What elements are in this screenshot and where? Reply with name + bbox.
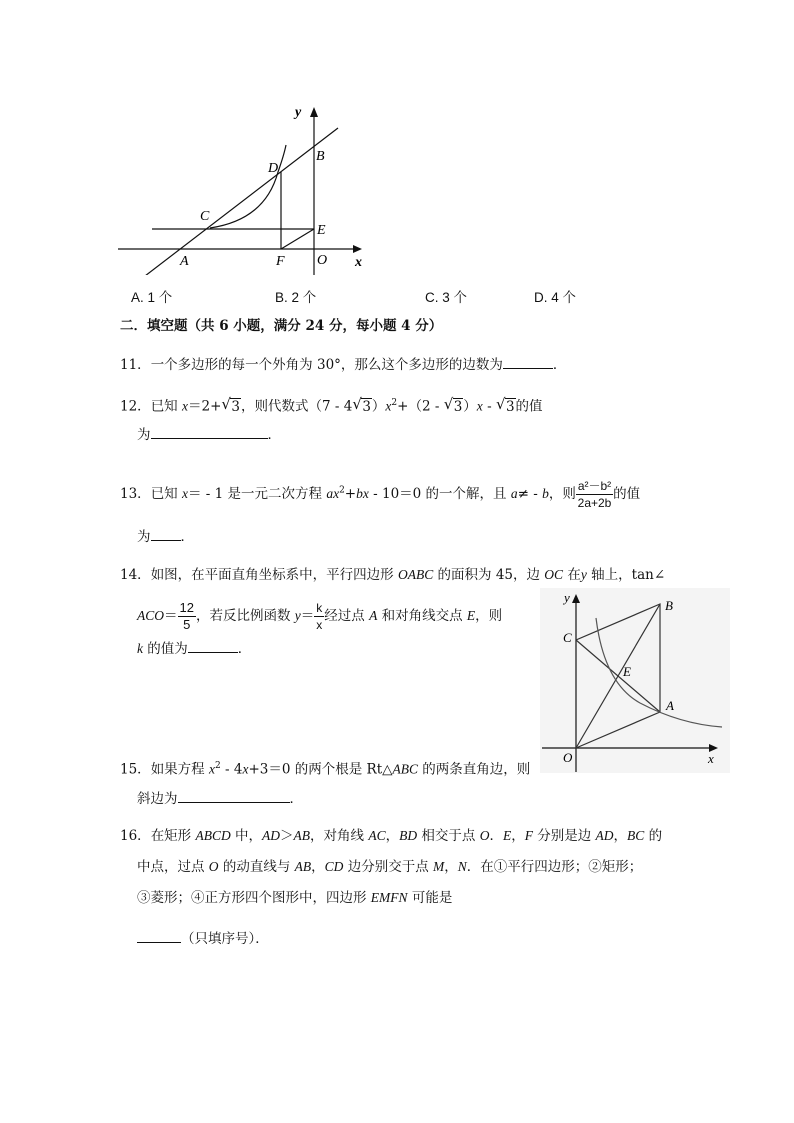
question-14-line2 bbox=[137, 600, 502, 633]
q13-x: x bbox=[181, 486, 188, 501]
label-b: B bbox=[665, 598, 673, 613]
sqrt-3: √ 3 bbox=[443, 394, 463, 415]
q12-x2: x bbox=[385, 398, 392, 414]
q16-t3: ＞ bbox=[280, 828, 294, 844]
label-e: E bbox=[623, 664, 631, 679]
q16-n: N bbox=[457, 859, 467, 874]
sqrt-3: √ 3 bbox=[221, 394, 240, 415]
q12-number: 12． bbox=[120, 398, 151, 415]
q16-ab2: AB bbox=[294, 859, 312, 874]
question-16 bbox=[120, 826, 662, 846]
q14-y2: y bbox=[294, 608, 301, 623]
q13-t2: ＝ - 1 是一元二次方程 bbox=[187, 486, 327, 502]
q16-ad: AD bbox=[262, 828, 281, 843]
q14-a: A bbox=[369, 608, 378, 623]
q16-l3b: 可能是 bbox=[407, 890, 453, 906]
q13-t7: 的值 bbox=[613, 486, 641, 502]
q16-l2e: ， bbox=[444, 859, 458, 875]
q11-number: 11． bbox=[120, 357, 151, 373]
q16-abcd: ABCD bbox=[195, 828, 231, 843]
q12-t1: 已知 bbox=[150, 398, 182, 415]
q15-t1: 如果方程 bbox=[150, 761, 209, 778]
curve bbox=[210, 145, 286, 228]
q13-t3: + bbox=[344, 486, 357, 502]
q12-t3: ，则代数式（7 - 4 bbox=[240, 398, 353, 415]
label-a: A bbox=[180, 254, 189, 269]
q14-end: ． bbox=[237, 641, 252, 657]
q15-x2: x bbox=[242, 761, 249, 777]
q14-oabc: OABC bbox=[397, 567, 434, 582]
q16-l2b: 的动直线与 bbox=[218, 859, 295, 875]
question-12 bbox=[120, 393, 543, 417]
label-y: y bbox=[295, 105, 302, 120]
q16-o: O bbox=[479, 828, 490, 843]
q12-x: x bbox=[181, 398, 188, 414]
q16-t10: ， bbox=[613, 828, 628, 844]
question-11 bbox=[120, 354, 566, 375]
q13-bx: bx bbox=[356, 486, 369, 501]
q13-b: b bbox=[542, 486, 549, 501]
q16-t4: ，对角线 bbox=[310, 828, 369, 844]
question-16-line4 bbox=[137, 928, 269, 949]
label-o: O bbox=[317, 253, 328, 268]
q13-t4: - 10＝0 的一个解，且 bbox=[368, 486, 511, 502]
q14-t7: ＝ bbox=[300, 608, 315, 624]
q14-t6: ，若反比例函数 bbox=[195, 608, 295, 624]
q14-y: y bbox=[580, 567, 587, 582]
q16-l2f: ．在①平行四边形；②矩形； bbox=[466, 859, 643, 875]
q12-t7: - bbox=[482, 398, 496, 415]
q11-text: 一个多边形的每一个外角为 30°，那么这个多边形的边数为 bbox=[150, 357, 503, 373]
q14-fraction-tan: $\frac{12}{5}$ bbox=[179, 600, 194, 632]
q16-o2: O bbox=[208, 859, 219, 874]
q16-answer-blank[interactable] bbox=[137, 928, 181, 943]
section-title: 二．填空题（共 6 小题，满分 24 分，每小题 4 分） bbox=[120, 318, 443, 334]
label-y: y bbox=[564, 590, 570, 605]
q14-number: 14． bbox=[120, 567, 151, 583]
x-axis-arrow bbox=[353, 245, 362, 253]
q14-k: k bbox=[137, 641, 143, 656]
q14-t5: ＝ bbox=[164, 608, 178, 624]
q13-a: a bbox=[510, 486, 518, 501]
label-c: C bbox=[563, 630, 572, 645]
q16-bd: BD bbox=[399, 828, 418, 843]
q15-t4: 的两条直角边，则 bbox=[418, 761, 531, 778]
q12-t8: 的值 bbox=[515, 398, 543, 415]
q16-l2a: 中点，过点 bbox=[137, 859, 209, 875]
q13-ax: ax bbox=[326, 486, 340, 501]
q15-sup: 2 bbox=[214, 761, 221, 771]
sqrt-3: √ 3 bbox=[352, 394, 371, 415]
q13-t1: 已知 bbox=[150, 486, 182, 502]
label-e: E bbox=[317, 223, 326, 238]
sqrt-3: √ 3 bbox=[495, 394, 515, 415]
q16-t8: ， bbox=[511, 828, 525, 844]
question-15-line2 bbox=[137, 788, 303, 809]
q16-ac: AC bbox=[368, 828, 386, 843]
line-ab bbox=[145, 128, 338, 275]
q14-t10: ，则 bbox=[475, 608, 503, 624]
q16-t6: 相交于点 bbox=[417, 828, 480, 844]
q13-answer-blank[interactable] bbox=[151, 526, 181, 541]
q15-line2: 斜边为 bbox=[137, 791, 178, 807]
q12-t6: ） bbox=[463, 398, 477, 415]
label-c: C bbox=[200, 209, 210, 224]
q14-t9: 和对角线交点 bbox=[377, 608, 467, 624]
q12-end: ． bbox=[267, 427, 281, 443]
q16-l2d: 边分别交于点 bbox=[343, 859, 433, 875]
label-o: O bbox=[563, 750, 573, 765]
option-c[interactable]: C. 3 个 bbox=[425, 290, 468, 305]
q16-cd: CD bbox=[324, 859, 344, 874]
q12-answer-blank[interactable] bbox=[151, 424, 268, 439]
option-d[interactable]: D. 4 个 bbox=[534, 290, 577, 305]
label-f: F bbox=[276, 254, 285, 269]
q15-answer-blank[interactable] bbox=[178, 788, 290, 803]
q16-t9: 分别是边 bbox=[532, 828, 596, 844]
q16-e: E bbox=[502, 828, 512, 843]
q16-l4: （只填序号）． bbox=[181, 931, 269, 947]
question-16-line2 bbox=[137, 857, 642, 877]
q14-t11: 的值为 bbox=[143, 641, 188, 657]
q12-t4: ） bbox=[371, 398, 386, 415]
q16-f: F bbox=[524, 828, 533, 843]
q15-number: 15． bbox=[120, 761, 151, 778]
question-14 bbox=[120, 565, 665, 585]
label-b: B bbox=[316, 149, 325, 164]
question-13 bbox=[120, 478, 640, 511]
q13-number: 13． bbox=[120, 486, 151, 502]
label-x: x bbox=[355, 255, 362, 270]
q16-ad2: AD bbox=[595, 828, 614, 843]
q13-t5: ≠ - bbox=[517, 486, 543, 502]
q16-m: M bbox=[433, 859, 445, 874]
q12-x3: x bbox=[476, 398, 483, 414]
option-b[interactable]: B. 2 个 bbox=[275, 290, 317, 305]
q12-line2: 为 bbox=[137, 427, 151, 443]
q14-e: E bbox=[466, 608, 476, 623]
q16-ab: AB bbox=[293, 828, 311, 843]
q13-sup: 2 bbox=[339, 485, 345, 496]
q14-t4: 轴上，tan∠ bbox=[586, 567, 666, 583]
question-14-line3 bbox=[137, 638, 251, 659]
q13-end: ． bbox=[180, 529, 194, 545]
q16-t5: ， bbox=[385, 828, 400, 844]
y-axis-arrow bbox=[310, 107, 318, 117]
q16-l2c: ， bbox=[311, 859, 325, 875]
q11-answer-blank[interactable] bbox=[503, 354, 553, 369]
q16-number: 16． bbox=[120, 828, 151, 844]
q12-t2: ＝2+ bbox=[187, 398, 222, 415]
q16-l3a: ③菱形；④正方形四个图形中，四边形 bbox=[137, 890, 371, 906]
q16-t2: 中， bbox=[230, 828, 263, 844]
q15-t2: - 4 bbox=[220, 761, 243, 778]
q16-emfn: EMFN bbox=[370, 890, 408, 905]
q15-abc: ABC bbox=[392, 761, 418, 777]
q14-t2: 的面积为 45，边 bbox=[433, 567, 545, 583]
option-a[interactable]: A. 1 个 bbox=[131, 290, 173, 305]
figure-q14 bbox=[540, 588, 730, 773]
q14-oc: OC bbox=[544, 567, 564, 582]
label-d: D bbox=[268, 161, 279, 176]
q14-answer-blank[interactable] bbox=[188, 638, 238, 653]
q15-t3: +3＝0 的两个根是 Rt△ bbox=[248, 761, 393, 778]
question-16-line3 bbox=[137, 888, 452, 908]
segment-fe bbox=[281, 229, 314, 249]
label-a: A bbox=[666, 698, 674, 713]
q13-line2: 为 bbox=[137, 529, 151, 545]
question-12-line2 bbox=[137, 424, 281, 445]
label-x: x bbox=[708, 751, 714, 766]
q13-t6: ，则 bbox=[548, 486, 576, 502]
q13-fraction: $\frac{\text{a²－b²}}{2a+2b}$ bbox=[577, 479, 612, 510]
q16-bc: BC bbox=[627, 828, 645, 843]
q14-t1: 如图，在平面直角坐标系中，平行四边形 bbox=[150, 567, 398, 583]
figure-q10 bbox=[110, 100, 380, 275]
q15-x: x bbox=[208, 761, 215, 777]
q12-sup: 2 bbox=[391, 398, 398, 408]
question-15 bbox=[120, 756, 530, 780]
q14-fraction-kx: $\frac{k}{x}$ bbox=[316, 601, 323, 632]
q16-t7: ． bbox=[489, 828, 503, 844]
q12-t5: +（2 - bbox=[397, 398, 444, 415]
q14-t3: 在 bbox=[563, 567, 581, 583]
q14-aco: ACO bbox=[137, 608, 164, 623]
q15-end: ． bbox=[289, 791, 303, 807]
q16-t1: 在矩形 bbox=[150, 828, 196, 844]
q14-t8: 经过点 bbox=[324, 608, 370, 624]
q11-end: ． bbox=[552, 357, 567, 373]
q16-t11: 的 bbox=[644, 828, 663, 844]
question-13-line2 bbox=[137, 526, 194, 547]
